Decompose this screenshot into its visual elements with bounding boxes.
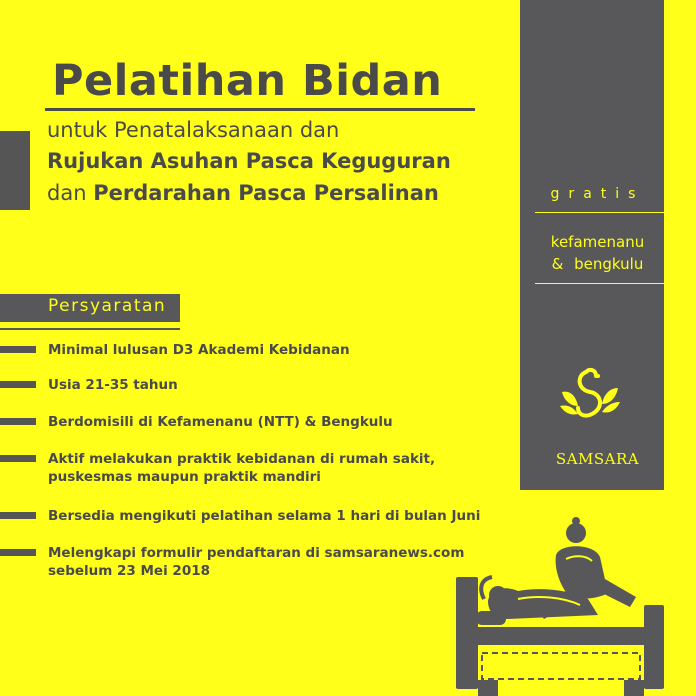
gratis-label: gratis bbox=[550, 186, 645, 202]
requirement-item: Berdomisili di Kefamenanu (NTT) & Bengkulu bbox=[48, 414, 393, 430]
panel-divider-1 bbox=[535, 212, 665, 213]
bullet-bar bbox=[0, 549, 36, 556]
samsara-swan-logo-icon bbox=[556, 362, 624, 430]
bullet-bar bbox=[0, 418, 36, 425]
requirements-header: Persyaratan bbox=[48, 296, 167, 316]
bullet-bar bbox=[0, 346, 36, 353]
requirement-item: Aktif melakukan praktik kebidanan di rumah sakit, puskesmas maupun praktik mandiri bbox=[48, 451, 436, 485]
requirement-item: Melengkapi formulir pendaftaran di samsaranews.com sebelum 23 Mei 2018 bbox=[48, 545, 465, 579]
subtitle-line-1: untuk Penatalaksanaan dan bbox=[47, 118, 340, 142]
subtitle-line-3: dan Perdarahan Pasca Persalinan bbox=[47, 181, 439, 205]
panel-divider-2 bbox=[535, 283, 665, 284]
bullet-bar bbox=[0, 512, 36, 519]
location-line-2: & bengkulu bbox=[551, 255, 644, 273]
bullet-bar bbox=[0, 381, 36, 388]
patient-bed-illustration bbox=[448, 515, 688, 696]
requirement-item: Usia 21-35 tahun bbox=[48, 377, 178, 393]
samsara-logo-text: SAMSARA bbox=[555, 450, 640, 468]
subtitle-line-2: Rujukan Asuhan Pasca Keguguran bbox=[47, 149, 451, 173]
requirement-item: Bersedia mengikuti pelatihan selama 1 hari di bulan Juni bbox=[48, 508, 481, 524]
location-line-1: kefamenanu bbox=[550, 233, 645, 251]
requirements-underline bbox=[0, 328, 180, 330]
requirement-item: Minimal lulusan D3 Akademi Kebidanan bbox=[48, 342, 350, 358]
title-underline bbox=[45, 108, 475, 111]
page-title: Pelatihan Bidan bbox=[52, 56, 443, 106]
left-accent-block bbox=[0, 131, 30, 210]
bullet-bar bbox=[0, 455, 36, 462]
